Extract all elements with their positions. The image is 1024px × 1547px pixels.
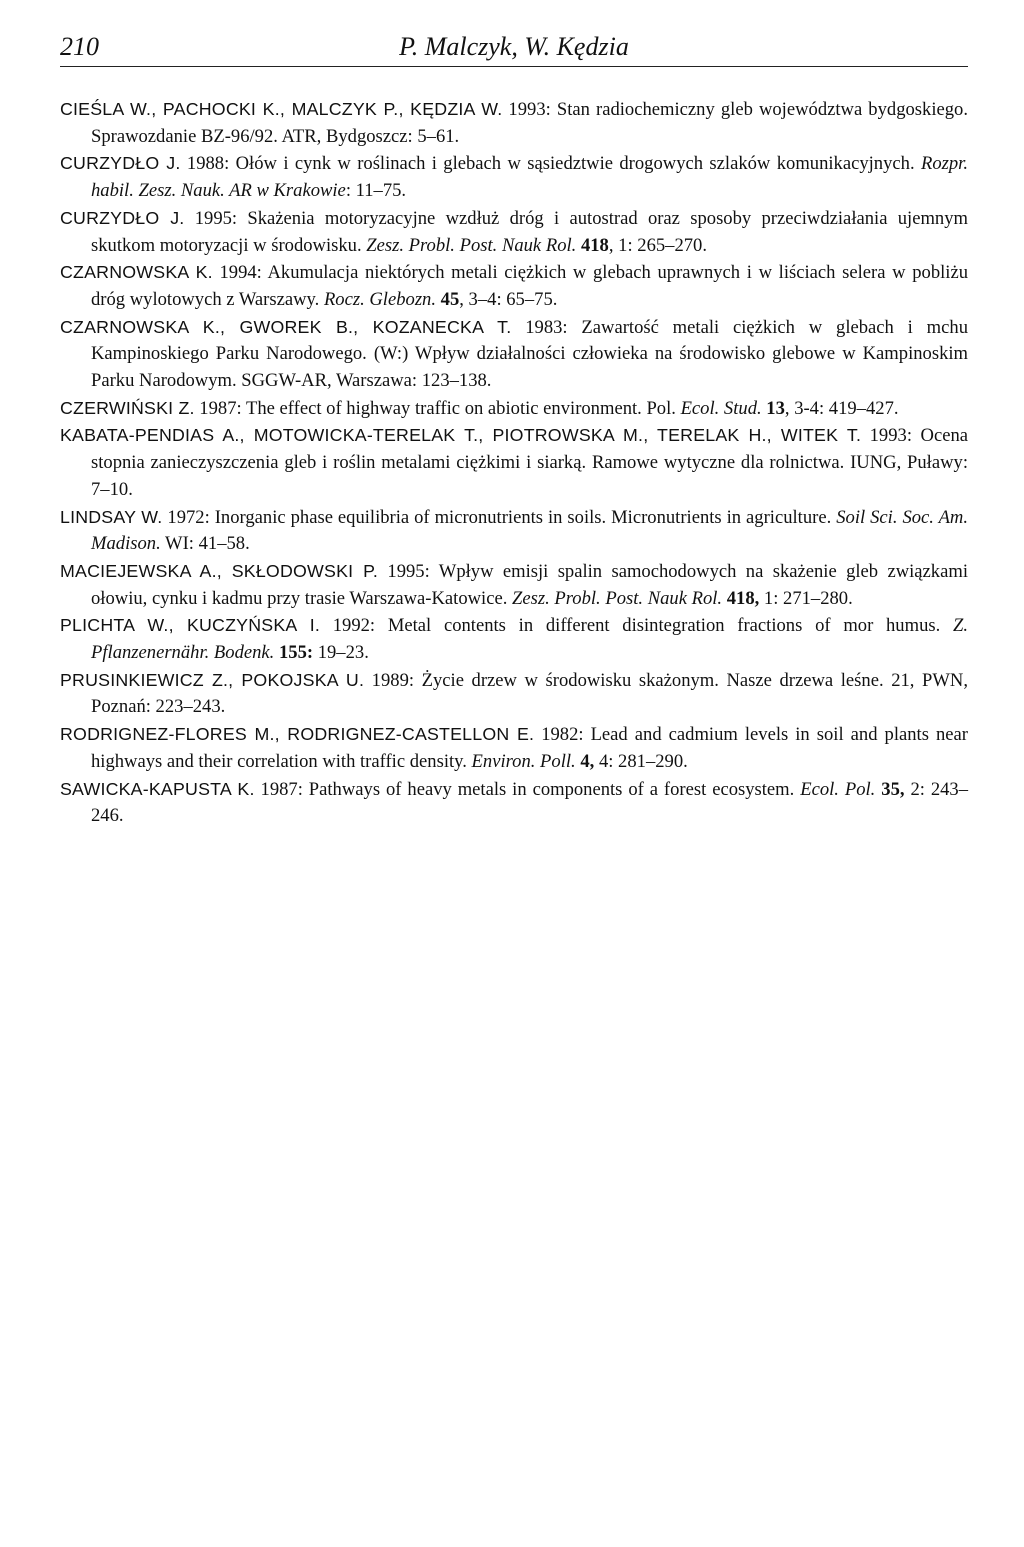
reference-volume: 35, <box>875 778 905 800</box>
reference-pages: , 3–4: 65–75. <box>459 288 558 310</box>
reference-item <box>60 422 968 503</box>
reference-authors: CURZYDŁO J. <box>60 207 185 228</box>
reference-item <box>60 612 968 666</box>
reference-list <box>60 96 968 830</box>
reference-text: 1995: Skażenia motoryzacyjne wzdłuż dróg i autostrad oraz sposoby przeciwdziałania ujemnym skutkom motoryzacji w środowisku. <box>91 207 968 256</box>
reference-pages: : 11–75. <box>345 180 407 202</box>
reference-authors: KABATA-PENDIAS A., MOTOWICKA-TERELAK T., PIOTROWSKA M., TERELAK H., WITEK T. <box>60 425 862 446</box>
reference-item <box>60 776 968 830</box>
reference-text: 1993: Stan radiochemiczny gleb województwa bydgoskiego. Sprawozdanie BZ-96/92. ATR, Bydgoszcz: 5–61. <box>91 99 968 147</box>
page-header <box>60 32 968 67</box>
reference-item <box>60 205 968 259</box>
reference-authors: PRUSINKIEWICZ Z., POKOJSKA U. <box>60 669 365 690</box>
reference-authors: CZARNOWSKA K., GWOREK B., KOZANECKA T. <box>60 316 512 337</box>
reference-text: 1972: Inorganic phase equilibria of micronutrients in soils. Micronutrients in agriculture. <box>162 506 837 528</box>
reference-text: 1995: Wpływ emisji spalin samochodowych na skażenie gleb związkami ołowiu, cynku i kadmu przy trasie Warszawa-Katowice. <box>91 560 968 609</box>
reference-authors: CZARNOWSKA K. <box>60 262 213 283</box>
reference-pages: 1: 271–280. <box>759 587 853 609</box>
reference-authors: SAWICKA-KAPUSTA K. <box>60 778 255 799</box>
reference-authors: LINDSAY W. <box>60 506 163 527</box>
reference-item <box>60 96 968 150</box>
reference-text: 1988: Ołów i cynk w roślinach i glebach w sąsiedztwie drogowych szlaków komunikacyjnych. <box>180 153 921 175</box>
reference-pages: 19–23. <box>313 642 369 664</box>
reference-authors: RODRIGNEZ-FLORES M., RODRIGNEZ-CASTELLON E. <box>60 724 535 745</box>
reference-journal: Z. Pflanzenernähr. Bodenk. <box>91 615 968 664</box>
reference-item <box>60 504 968 558</box>
reference-journal: Ecol. Pol. <box>800 778 876 800</box>
reference-authors: MACIEJEWSKA A., SKŁODOWSKI P. <box>60 560 379 581</box>
reference-authors: CZERWIŃSKI Z. <box>60 397 195 418</box>
reference-item <box>60 150 968 204</box>
reference-volume: 13 <box>761 397 785 419</box>
reference-authors: CURZYDŁO J. <box>60 153 181 174</box>
reference-text: 1987: The effect of highway traffic on abiotic environment. Pol. <box>194 397 681 419</box>
reference-volume: 418, <box>722 587 760 609</box>
reference-authors: PLICHTA W., KUCZYŃSKA I. <box>60 615 320 636</box>
reference-text: 1994: Akumulacja niektórych metali ciężkich w glebach uprawnych i w liściach selera w pobliżu dróg wylotowych z Warszawy. <box>91 262 968 310</box>
reference-journal: Ecol. Stud. <box>680 397 762 419</box>
reference-journal: Rozpr. habil. Zesz. Nauk. AR w Krakowie <box>91 153 968 202</box>
reference-authors: CIEŚLA W., PACHOCKI K., MALCZYK P., KĘDZIA W. <box>60 99 503 119</box>
reference-volume: 45 <box>436 288 460 310</box>
reference-pages: , 1: 265–270. <box>608 234 707 256</box>
reference-pages: , 3-4: 419–427. <box>784 397 899 419</box>
reference-text: 1992: Metal contents in different disintegration fractions of mor humus. <box>319 615 953 637</box>
page-number: 210 <box>60 32 99 61</box>
reference-pages: 4: 281–290. <box>594 750 688 772</box>
reference-item <box>60 558 968 612</box>
reference-text: 1993: Ocena stopnia zanieczyszczenia gleb i roślin metalami ciężkimi i siarką. Ramowe wytyczne dla rolnictwa. IUNG, Puławy: 7–10. <box>91 425 968 500</box>
reference-item <box>60 667 968 721</box>
reference-journal: Rocz. Glebozn. <box>323 288 436 310</box>
reference-pages: WI: 41–58. <box>160 533 250 555</box>
reference-text: 1989: Życie drzew w środowisku skażonym. Nasze drzewa leśne. 21, PWN, Poznań: 223–243. <box>91 669 968 718</box>
reference-journal: Zesz. Probl. Post. Nauk Rol. <box>366 234 577 256</box>
reference-item <box>60 259 968 313</box>
reference-pages: 2: 243–246. <box>91 778 969 827</box>
reference-volume: 418 <box>576 234 609 256</box>
reference-item <box>60 721 968 775</box>
reference-journal: Zesz. Probl. Post. Nauk Rol. <box>512 587 723 609</box>
reference-volume: 4, <box>575 750 595 772</box>
reference-volume: 155: <box>274 642 314 664</box>
running-head: P. Malczyk, W. Kędzia <box>399 32 629 61</box>
reference-journal: Soil Sci. Soc. Am. Madison. <box>91 506 969 555</box>
reference-text: 1982: Lead and cadmium levels in soil and plants near highways and their correlation with traffic density. <box>91 724 968 772</box>
reference-item <box>60 314 968 395</box>
reference-item <box>60 395 968 423</box>
reference-journal: Environ. Poll. <box>471 750 576 772</box>
reference-text: 1983: Zawartość metali ciężkich w glebach i mchu Kampinoskiego Parku Narodowego. (W:) Wpływ działalności człowieka na środowisko glebowe w Kampinoskim Parku Narodowym. SGGW-AR, Warszawa: 123–138. <box>91 316 968 392</box>
reference-text: 1987: Pathways of heavy metals in components of a forest ecosystem. <box>254 778 801 800</box>
